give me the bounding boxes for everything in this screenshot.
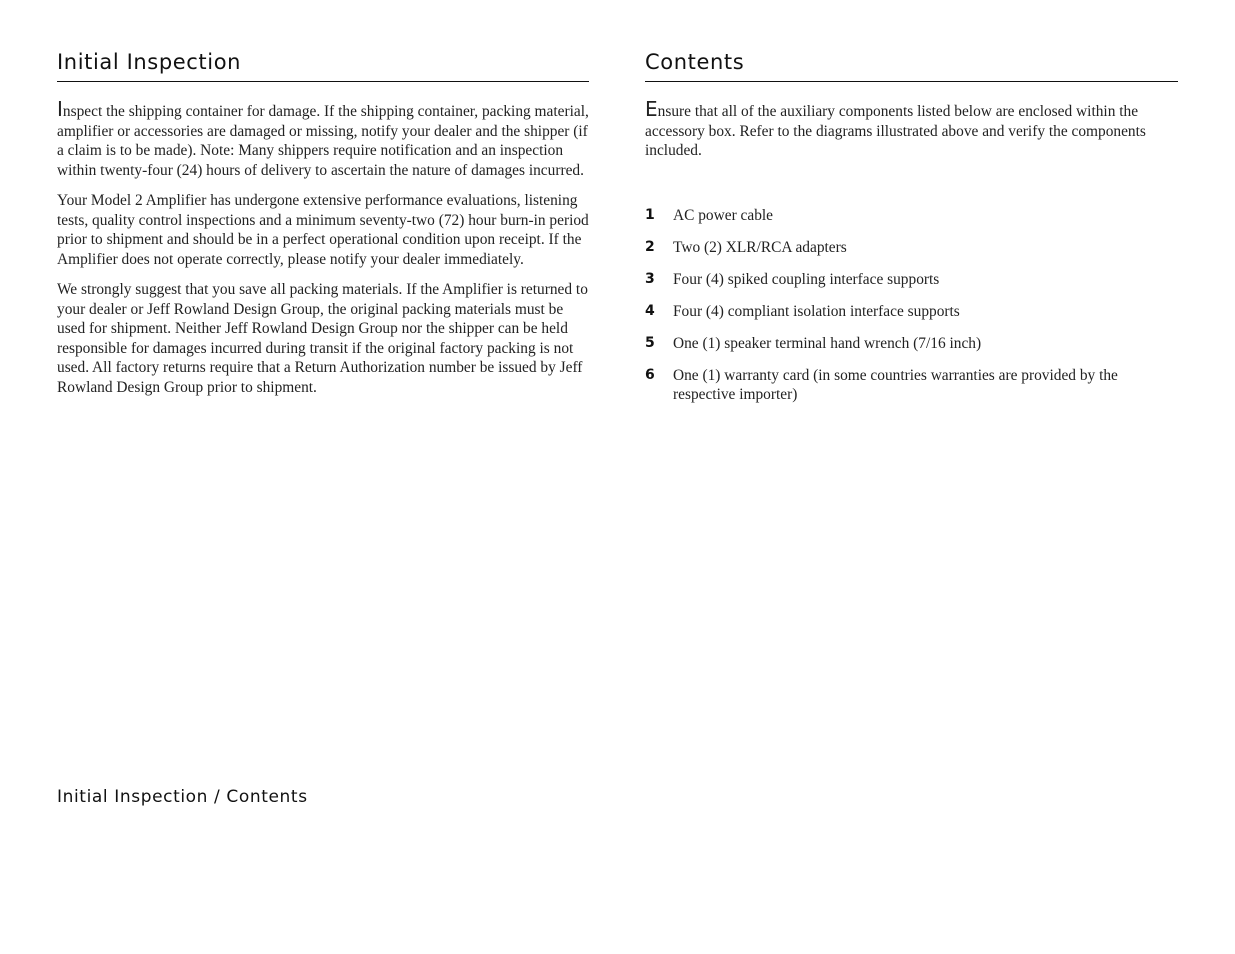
item-text: Four (4) spiked coupling interface supports: [673, 270, 940, 288]
contents-drop-cap: E: [645, 97, 658, 121]
contents-intro: [645, 97, 1178, 161]
item-number: 2: [645, 238, 655, 255]
inspection-paragraph-1: [57, 97, 589, 180]
inspection-paragraph-1-text: nspect the shipping container for damage. If the shipping container, packing material, amplifier or accessories are damaged or missing, notify your dealer and the shipper (if a claim is to be made). Note: Many shippers require notification and an inspection within twenty-four (24) hours of delivery to ascertain the nature of damages incurred.: [57, 103, 589, 179]
section-title-initial-inspection: Initial Inspection: [57, 50, 589, 82]
list-item: [645, 238, 1178, 258]
inspection-drop-cap: I: [57, 97, 63, 121]
list-item: [645, 334, 1178, 354]
contents-intro-text: nsure that all of the auxiliary components listed below are enclosed within the accessory box. Refer to the diagrams illustrated above and verify the components included.: [645, 103, 1146, 159]
list-item: [645, 302, 1178, 322]
item-text: Four (4) compliant isolation interface supports: [673, 302, 960, 320]
item-number: 6: [645, 366, 655, 383]
item-number: 5: [645, 334, 655, 351]
contents-section: [645, 50, 1178, 417]
item-text: Two (2) XLR/RCA adapters: [673, 238, 847, 256]
item-number: 1: [645, 206, 655, 223]
inspection-paragraph-2: Your Model 2 Amplifier has undergone extensive performance evaluations, listening tests, quality control inspections and a minimum seventy-two (72) hour burn-in period prior to shipment and should be in a perfect operational condition upon receipt. If the Amplifier does not operate correctly, please notify your dealer immediately.: [57, 192, 589, 268]
section-title-contents: Contents: [645, 50, 1178, 82]
item-text: AC power cable: [673, 206, 774, 224]
list-item: [645, 206, 1178, 226]
contents-list: [645, 206, 1178, 405]
inspection-paragraph-3: We strongly suggest that you save all packing materials. If the Amplifier is returned to your dealer or Jeff Rowland Design Group, the original packing materials must be used for shipment. Neither Jeff Rowland Design Group nor the shipper can be held responsible for damages incurred during transit if the original factory packing is not used. All factory returns require that a Return Authorization number be issued by Jeff Rowland Design Group prior to shipment.: [57, 281, 588, 396]
item-text: One (1) warranty card (in some countries warranties are provided by the respective importer): [673, 366, 1118, 403]
initial-inspection-section: [57, 50, 589, 408]
item-number: 3: [645, 270, 655, 287]
item-text: One (1) speaker terminal hand wrench (7/16 inch): [673, 334, 982, 352]
list-item: [645, 270, 1178, 290]
page-footer: Initial Inspection / Contents: [57, 787, 308, 807]
list-item: [645, 366, 1178, 405]
item-number: 4: [645, 302, 655, 319]
